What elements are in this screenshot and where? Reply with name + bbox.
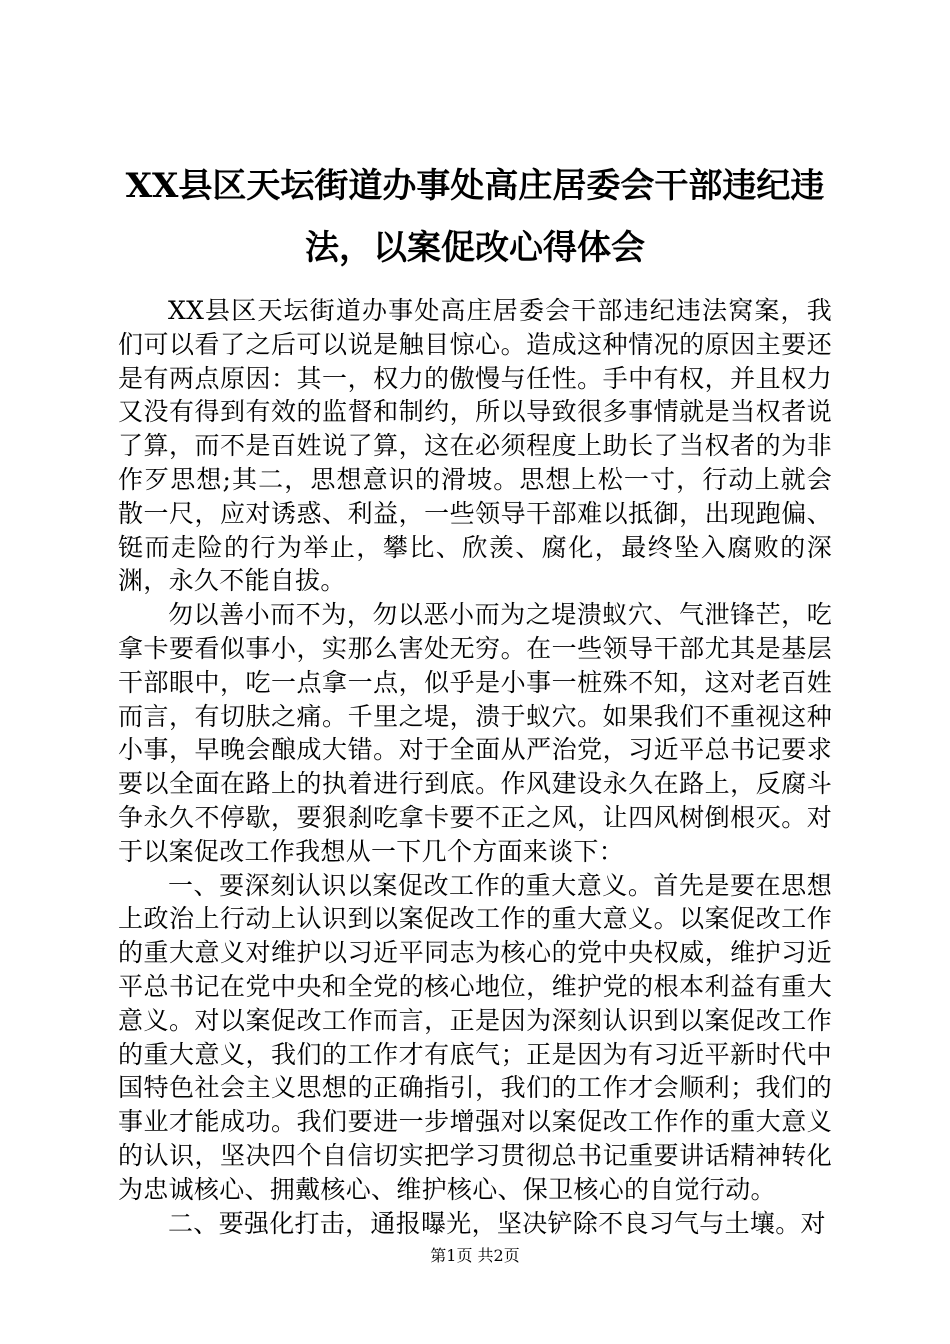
body-paragraph: 一、要深刻认识以案促改工作的重大意义。首先是要在思想上政治上行动上认识到以案促改工作的重大意义。以案促改工作的重大意义对维护以习近平同志为核心的党中央权威，维护习近平总书记在党中央和全党的核心地位，维护党的根本利益有重大意义。对以案促改工作而言，正是因为深刻认识到以案促改工作的重大意义，我们的工作才有底气；正是因为有习近平新时代中国特色社会主义思想的正确指引，我们的工作才会顺利；我们的事业才能成功。我们要进一步增强对以案促改工作作的重大意义的认识，坚决四个自信切实把学习贯彻总书记重要讲话精神转化为忠诚核心、拥戴核心、维护核心、保卫核心的自觉行动。: [118, 870, 832, 1204]
page-number: 第1页 共2页: [430, 1246, 520, 1265]
body-paragraph: 勿以善小而不为，勿以恶小而为之堤溃蚁穴、气泄锋芒，吃拿卡要看似事小，实那么害处无穷。在一些领导干部尤其是基层干部眼中，吃一点拿一点，似乎是小事一桩殊不知，这对老百姓而言，有切肤之痛。千里之堤，溃于蚁穴。如果我们不重视这种小事，早晚会酿成大错。对于全面从严治党，习近平总书记要求要以全面在路上的执着进行到底。作风建设永久在路上，反腐斗争永久不停歇，要狠刹吃拿卡要不正之风，让四风树倒根灭。对于以案促改工作我想从一下几个方面来谈下：: [118, 600, 832, 866]
body-paragraph: XX县区天坛街道办事处高庄居委会干部违纪违法窝案，我们可以看了之后可以说是触目惊心。造成这种情况的原因主要还是有两点原因：其一，权力的傲慢与任性。手中有权，并且权力又没有得到有效的监督和制约，所以导致很多事情就是当权者说了算，而不是百姓说了算，这在必须程度上助长了当权者的为非作歹思想;其二，思想意识的滑坡。思想上松一寸，行动上就会散一尺，应对诱惑、利益，一些领导干部难以抵御，出现跑偏、铤而走险的行为举止，攀比、欣羡、腐化，最终坠入腐败的深渊，永久不能自拔。: [118, 296, 832, 596]
document-body: [118, 294, 832, 1240]
document-title: XX县区天坛街道办事处高庄居委会干部违纪违法，以案促改心得体会: [125, 166, 825, 268]
body-paragraph: 二、要强化打击，通报曝光，坚决铲除不良习气与土壤。对: [168, 1208, 826, 1238]
